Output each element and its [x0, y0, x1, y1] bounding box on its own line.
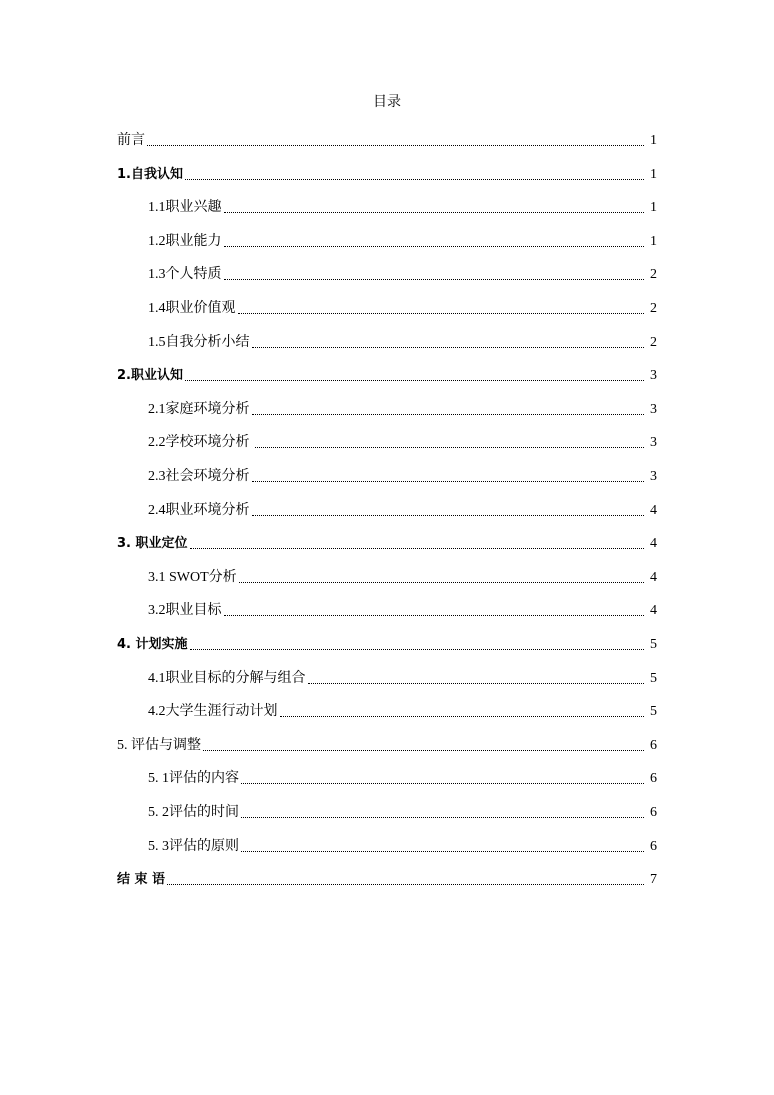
- toc-entry-page-number: 5: [650, 704, 657, 719]
- toc-entry-label: 2.2学校环境分析: [148, 435, 253, 450]
- toc-entry[interactable]: [148, 328, 657, 352]
- toc-entry[interactable]: [148, 832, 657, 856]
- dot-leader: [224, 279, 645, 280]
- toc-entry-label: 4.1职业目标的分解与组合: [148, 671, 306, 686]
- dot-leader: [241, 817, 644, 818]
- toc-entry[interactable]: [117, 160, 657, 184]
- toc-entry-page-number: 3: [650, 368, 657, 383]
- toc-entry[interactable]: [148, 260, 657, 284]
- toc-entry-page-number: 2: [650, 301, 657, 316]
- toc-title: 目录: [373, 95, 401, 110]
- dot-leader: [239, 582, 644, 583]
- dot-leader: [238, 313, 645, 314]
- toc-entry-label: 5. 评估与调整: [117, 738, 201, 753]
- toc-entry-page-number: 3: [650, 435, 657, 450]
- dot-leader: [190, 548, 644, 549]
- toc-entry[interactable]: [148, 496, 657, 520]
- toc-entry-label: 3.1 SWOT分析: [148, 570, 237, 585]
- toc-entry-page-number: 3: [650, 469, 657, 484]
- toc-entry-page-number: 4: [650, 570, 657, 585]
- toc-entry-page-number: 4: [650, 536, 657, 551]
- dot-leader: [255, 447, 644, 448]
- toc-entry[interactable]: [148, 227, 657, 251]
- toc-entry-page-number: 6: [650, 805, 657, 820]
- toc-entry[interactable]: [117, 361, 657, 385]
- toc-entry-label: 1.自我认知: [117, 167, 183, 182]
- toc-entry[interactable]: [148, 193, 657, 217]
- dot-leader: [224, 212, 645, 213]
- toc-entry-page-number: 2: [650, 335, 657, 350]
- dot-leader: [241, 851, 644, 852]
- toc-entry-label: 1.1职业兴趣: [148, 200, 222, 215]
- dot-leader: [224, 615, 645, 616]
- toc-entry-label: 3. 职业定位: [117, 536, 188, 551]
- toc-entry[interactable]: [117, 630, 657, 654]
- toc-entry-page-number: 6: [650, 738, 657, 753]
- toc-entry-page-number: 5: [650, 671, 657, 686]
- toc-entry[interactable]: [148, 294, 657, 318]
- toc-entry-label: 前言: [117, 133, 145, 148]
- toc-entry[interactable]: [148, 428, 657, 452]
- toc-entry-page-number: 4: [650, 603, 657, 618]
- toc-entry-page-number: 4: [650, 503, 657, 518]
- toc-entry-label: 4. 计划实施: [117, 637, 188, 652]
- dot-leader: [167, 884, 644, 885]
- dot-leader: [252, 347, 645, 348]
- toc-entry[interactable]: [148, 798, 657, 822]
- dot-leader: [252, 481, 645, 482]
- dot-leader: [308, 683, 645, 684]
- toc-entry[interactable]: [117, 529, 657, 553]
- toc-entry-label: 结 束 语: [117, 872, 166, 887]
- dot-leader: [147, 145, 644, 146]
- dot-leader: [224, 246, 645, 247]
- toc-entry-page-number: 6: [650, 839, 657, 854]
- toc-entry-label: 2.4职业环境分析: [148, 503, 250, 518]
- dot-leader: [203, 750, 644, 751]
- toc-entry-page-number: 5: [650, 637, 657, 652]
- dot-leader: [252, 515, 645, 516]
- toc-entry-label: 2.职业认知: [117, 368, 183, 383]
- toc-entry[interactable]: [148, 395, 657, 419]
- toc-entry-page-number: 2: [650, 267, 657, 282]
- toc-entry-label: 4.2大学生涯行动计划: [148, 704, 278, 719]
- toc-entry[interactable]: [148, 697, 657, 721]
- toc-entry[interactable]: [148, 462, 657, 486]
- toc-entry-label: 3.2职业目标: [148, 603, 222, 618]
- dot-leader: [190, 649, 644, 650]
- dot-leader: [252, 414, 645, 415]
- toc-entry-label: 1.4职业价值观: [148, 301, 236, 316]
- toc-entry-page-number: 6: [650, 771, 657, 786]
- dot-leader: [280, 716, 645, 717]
- toc-entry[interactable]: [148, 596, 657, 620]
- toc-entry-label: 2.3社会环境分析: [148, 469, 250, 484]
- toc-entry-label: 5. 3评估的原则: [148, 839, 239, 854]
- toc-entry-page-number: 1: [650, 133, 657, 148]
- toc-entry-label: 1.2职业能力: [148, 234, 222, 249]
- toc-entry-label: 1.5自我分析小结: [148, 335, 250, 350]
- toc-entry[interactable]: [148, 764, 657, 788]
- toc-entry-label: 1.3个人特质: [148, 267, 222, 282]
- dot-leader: [185, 380, 644, 381]
- toc-entry-label: 5. 2评估的时间: [148, 805, 239, 820]
- toc-entry-page-number: 3: [650, 402, 657, 417]
- toc-entry[interactable]: [148, 563, 657, 587]
- toc-entry-page-number: 1: [650, 234, 657, 249]
- toc-entry-label: 2.1家庭环境分析: [148, 402, 250, 417]
- toc-entry[interactable]: [117, 865, 657, 889]
- toc-entry-page-number: 1: [650, 167, 657, 182]
- toc-entry-label: 5. 1评估的内容: [148, 771, 239, 786]
- toc-entry[interactable]: [148, 664, 657, 688]
- dot-leader: [185, 179, 644, 180]
- toc-entry-page-number: 1: [650, 200, 657, 215]
- toc-entry-page-number: 7: [650, 872, 657, 887]
- toc-entry[interactable]: [117, 731, 657, 755]
- toc-entry[interactable]: [117, 126, 657, 150]
- dot-leader: [241, 783, 644, 784]
